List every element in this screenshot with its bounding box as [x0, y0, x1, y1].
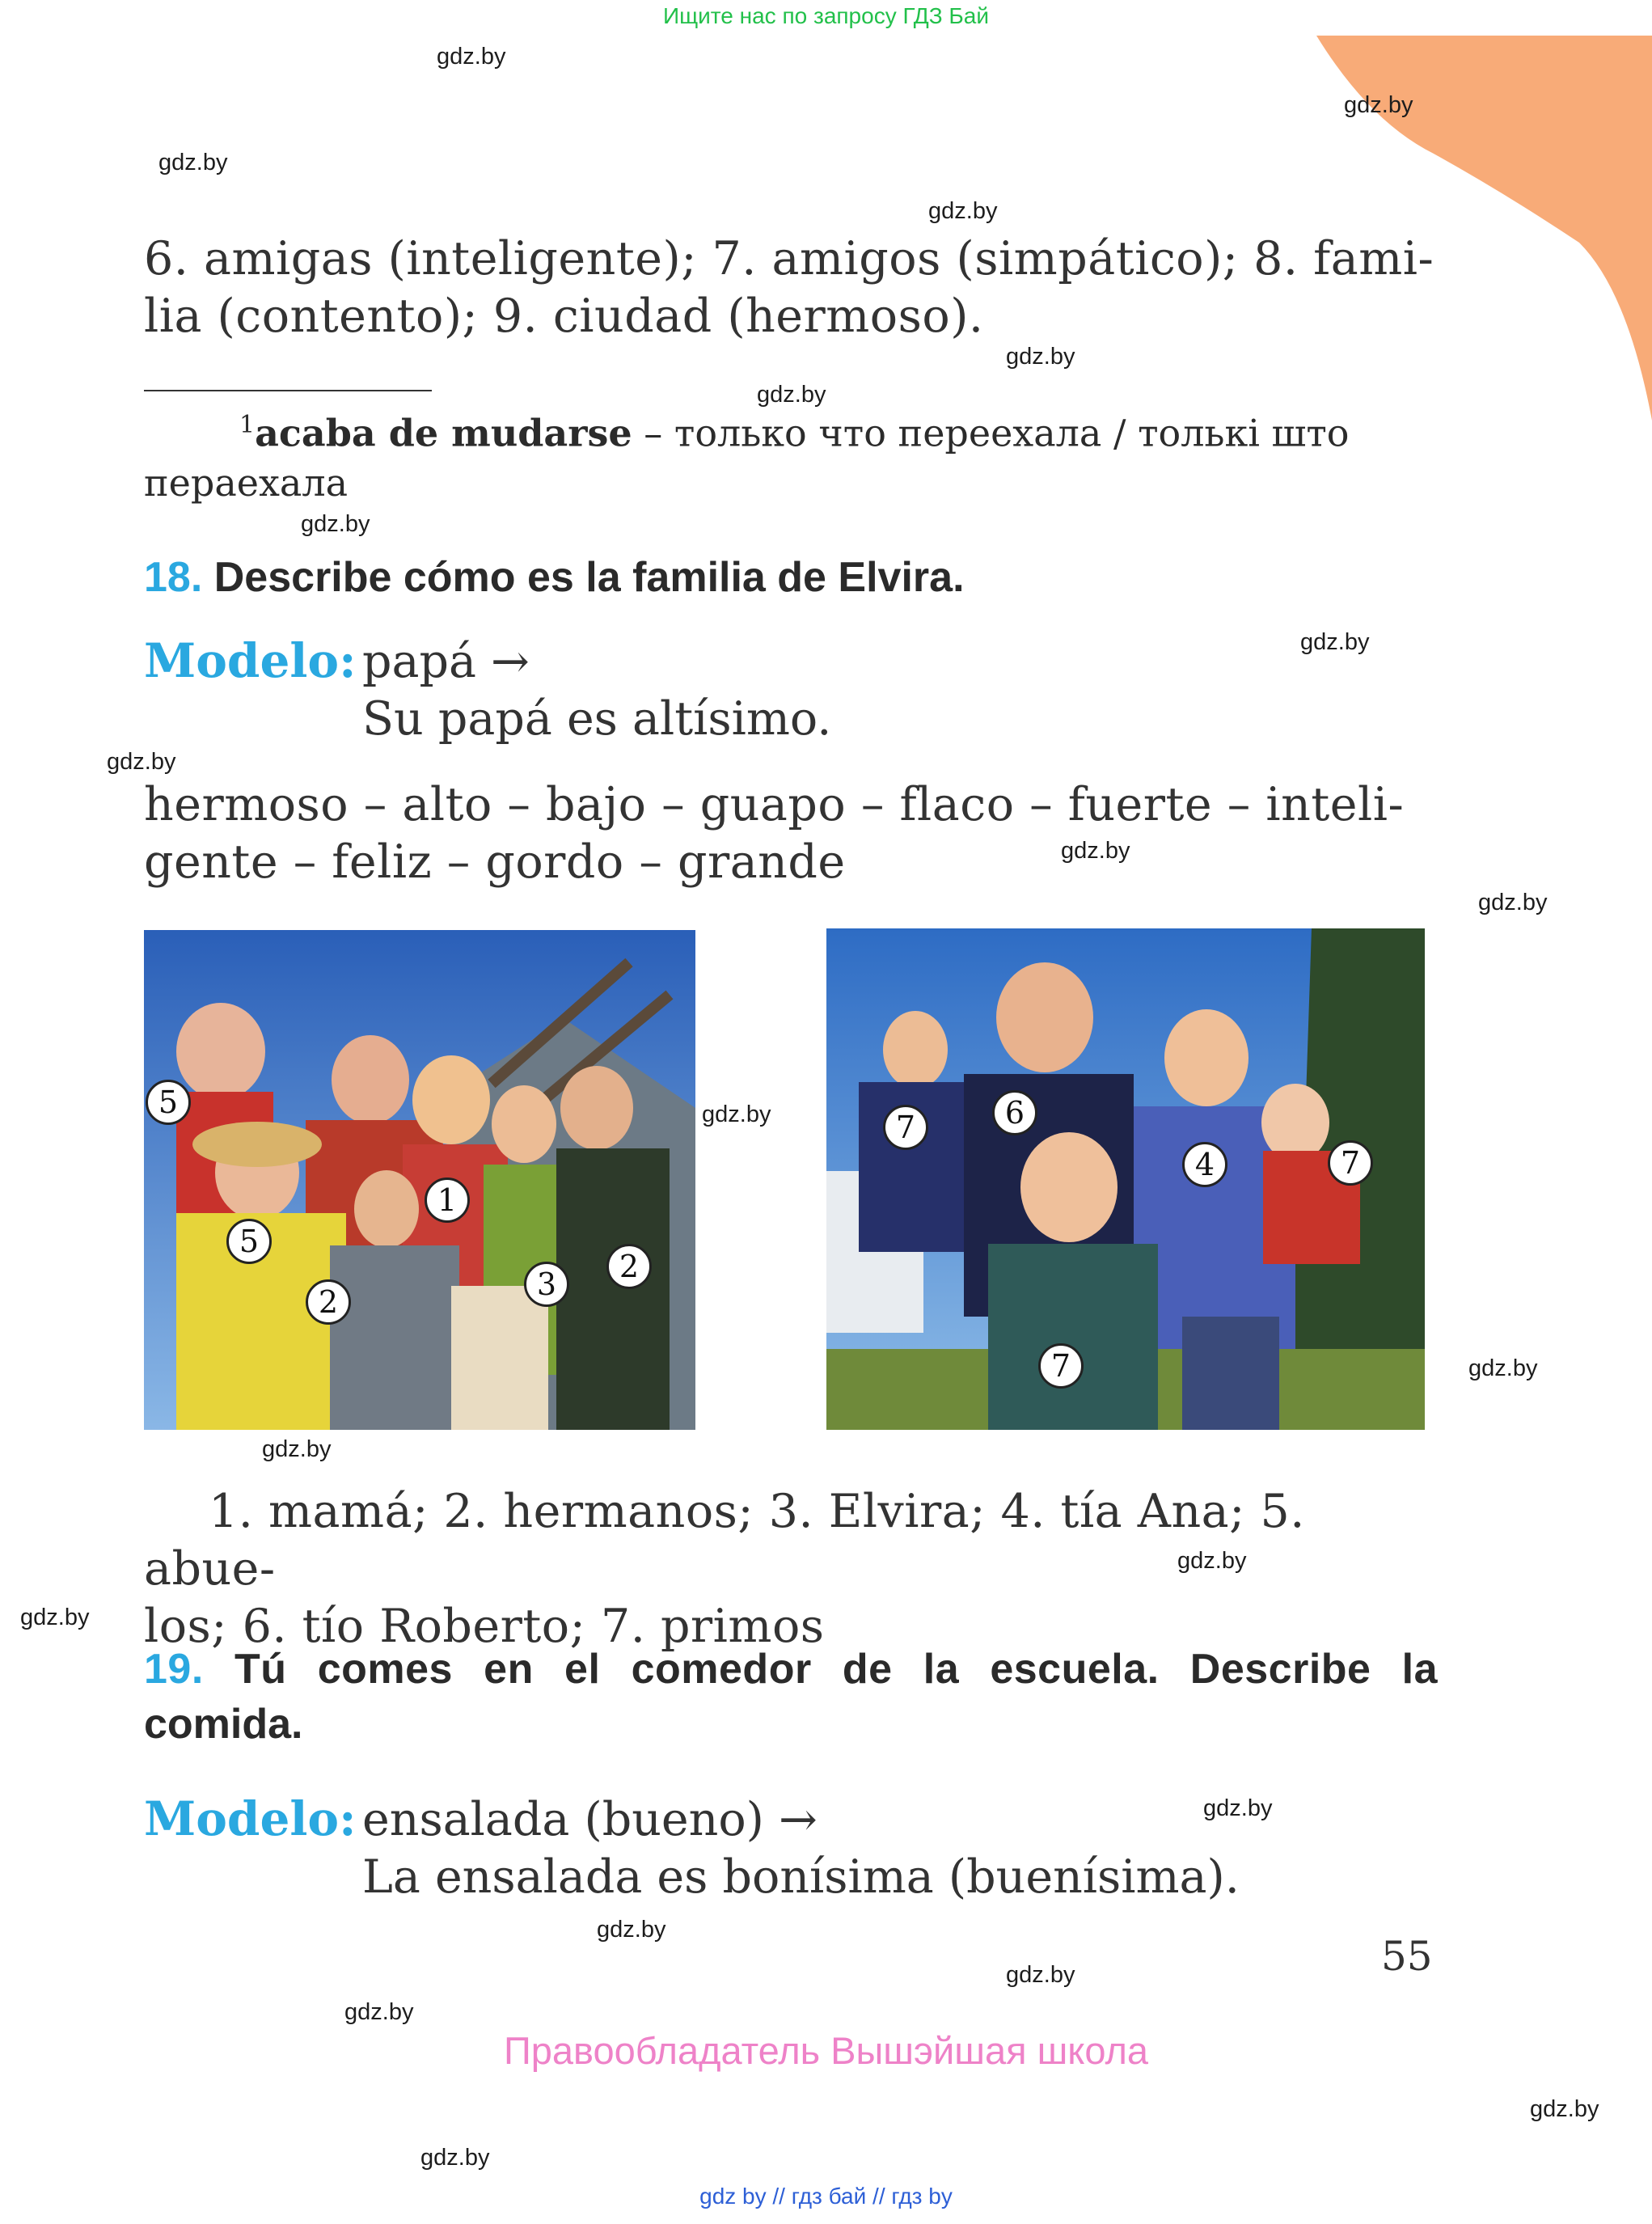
number-badge: 5	[146, 1080, 191, 1125]
watermark: gdz.by	[437, 44, 506, 70]
modelo-answer: Su papá es altísimo.	[362, 692, 832, 746]
watermark: gdz.by	[597, 1917, 666, 1943]
footnote	[144, 400, 1430, 508]
modelo-example	[362, 1791, 1240, 1906]
watermark: gdz.by	[1344, 92, 1413, 118]
previous-exercise-continuation	[144, 230, 1438, 345]
continuation-line: 6. amigas (inteligente); 7. amigos (simpático); 8. fami-	[144, 232, 1434, 285]
exercise-number: 18.	[144, 554, 203, 601]
watermark: gdz.by	[757, 382, 826, 408]
exercise-title: Describe cómo es la familia de Elvira.	[213, 554, 965, 601]
adjective-list	[144, 776, 1438, 891]
watermark: gdz.by	[420, 2145, 490, 2171]
footnote-rule	[144, 390, 432, 391]
number-badge: 7	[1328, 1140, 1373, 1186]
adjective-line: gente – feliz – gordo – grande	[144, 835, 846, 889]
top-search-banner: Ищите нас по запросу ГДЗ Бай	[662, 3, 990, 28]
number-badge: 3	[524, 1262, 569, 1307]
footnote-translation: – только что переехала / толькі што	[632, 411, 1350, 455]
exercise-19-heading	[144, 1642, 1438, 1752]
modelo-prompt: ensalada (bueno) →	[362, 1793, 818, 1846]
copyright-notice: Правообладатель Вышэйшая школа	[503, 2029, 1149, 2072]
watermark: gdz.by	[1203, 1795, 1273, 1821]
watermark: gdz.by	[1006, 344, 1075, 370]
modelo-label: Modelo:	[144, 633, 357, 688]
watermark: gdz.by	[1300, 629, 1370, 655]
watermark: gdz.by	[20, 1605, 90, 1630]
number-badge: 4	[1182, 1142, 1227, 1187]
watermark: gdz.by	[928, 198, 998, 224]
watermark: gdz.by	[1177, 1548, 1247, 1574]
exercise-number: 19.	[144, 1646, 204, 1693]
family-photo-1-image	[144, 930, 695, 1430]
exercise-title: Tú comes en el comedor de la escuela. Describe la	[234, 1646, 1439, 1693]
footnote-marker: 1	[239, 411, 256, 439]
photo-legend	[144, 1483, 1438, 1655]
number-badge: 5	[226, 1219, 272, 1264]
number-badge: 7	[1038, 1343, 1084, 1389]
exercise-title-cont: comida.	[144, 1701, 303, 1748]
modelo-prompt: papá →	[362, 635, 530, 688]
modelo-answer: La ensalada es bonísima (buenísima).	[362, 1850, 1240, 1904]
legend-line: 1. mamá; 2. hermanos; 3. Elvira; 4. tía Ana; 5. abue-	[144, 1485, 1305, 1596]
watermark: gdz.by	[107, 749, 176, 775]
number-badge: 1	[425, 1178, 470, 1223]
corner-decoration	[1272, 0, 1652, 421]
exercise-18-heading	[144, 550, 1438, 605]
watermark: gdz.by	[1061, 838, 1130, 864]
modelo-label: Modelo:	[144, 1791, 357, 1846]
watermark: gdz.by	[301, 511, 370, 537]
footnote-translation-cont: пераехала	[144, 461, 348, 505]
continuation-line: lia (contento); 9. ciudad (hermoso).	[144, 290, 984, 343]
watermark: gdz.by	[262, 1436, 332, 1462]
watermark: gdz.by	[1530, 2096, 1599, 2122]
watermark: gdz.by	[158, 150, 228, 175]
adjective-line: hermoso – alto – bajo – guapo – flaco – fuerte – inteli-	[144, 778, 1405, 831]
watermark: gdz.by	[344, 1999, 414, 2025]
watermark: gdz.by	[1006, 1962, 1075, 1988]
page-number: 55	[1381, 1933, 1433, 1980]
modelo-example	[362, 633, 831, 748]
number-badge: 7	[883, 1105, 928, 1150]
watermark: gdz.by	[1468, 1355, 1538, 1381]
family-photo-1	[144, 930, 695, 1430]
number-badge: 2	[606, 1244, 652, 1289]
bottom-links[interactable]: gdz by // гдз бай // гдз by	[699, 2184, 953, 2209]
watermark: gdz.by	[702, 1101, 771, 1127]
watermark: gdz.by	[1478, 890, 1548, 915]
number-badge: 2	[306, 1279, 351, 1325]
legend-line: los; 6. tío Roberto; 7. primos	[144, 1600, 825, 1653]
footnote-term: acaba de mudarse	[255, 411, 632, 455]
family-photo-2	[826, 928, 1425, 1430]
number-badge: 6	[992, 1090, 1037, 1135]
